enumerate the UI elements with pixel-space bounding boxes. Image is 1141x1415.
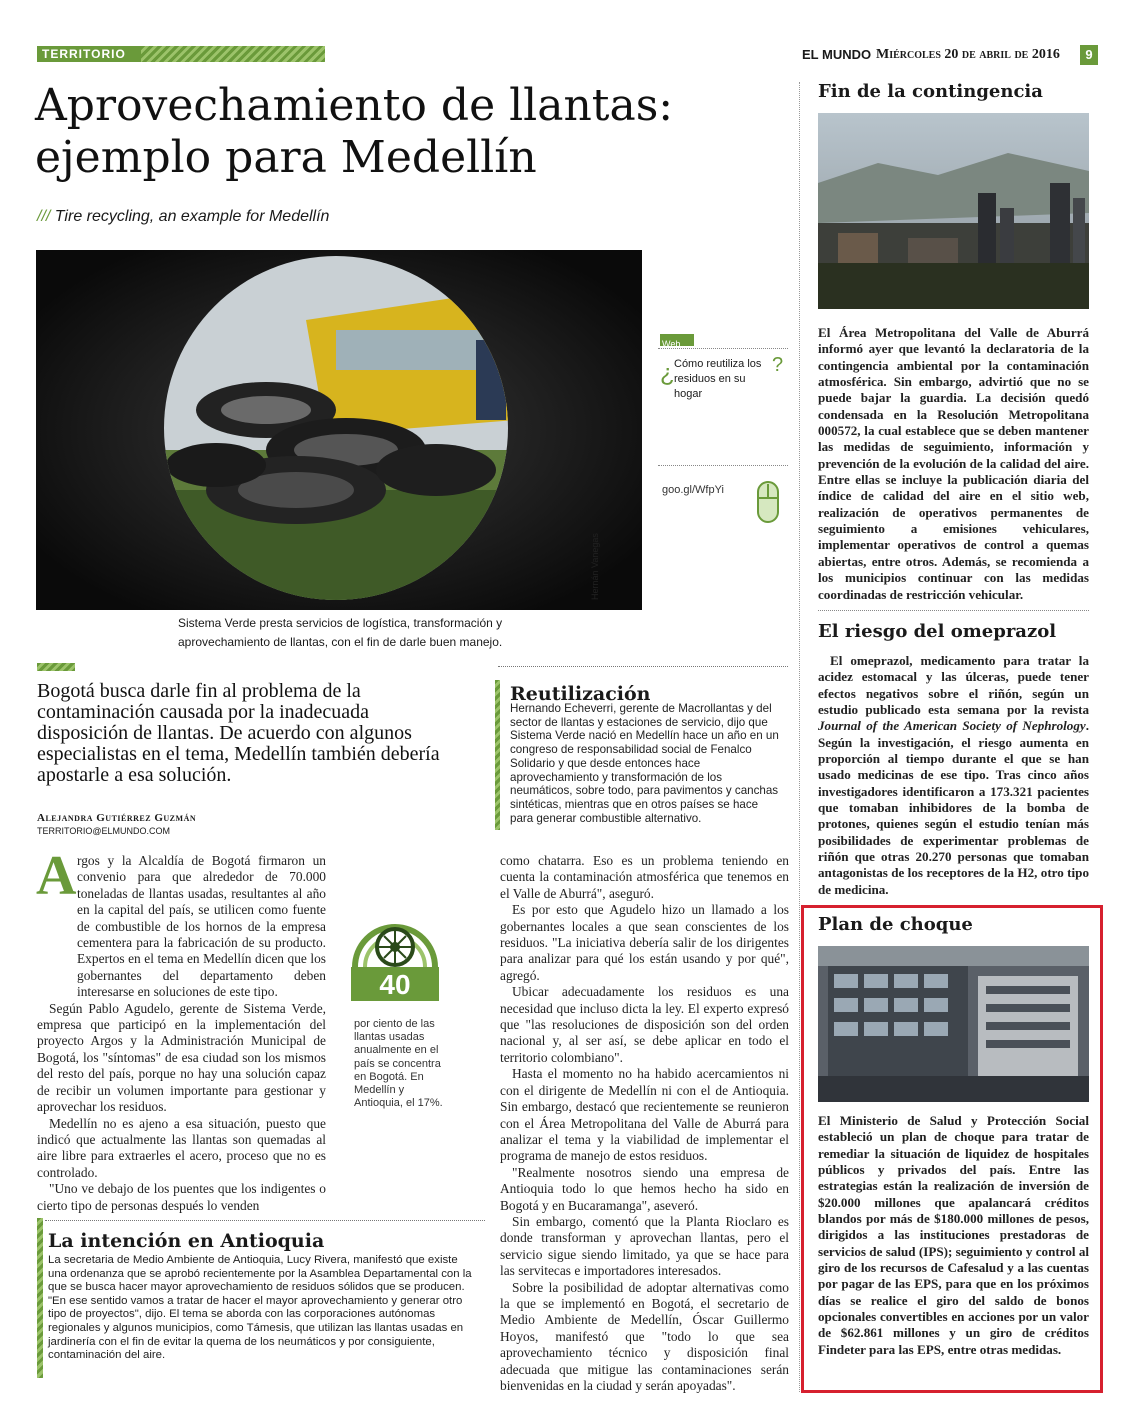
omeprazol-text bbox=[818, 653, 1089, 898]
page-number: 9 bbox=[1080, 45, 1098, 65]
main-photo bbox=[36, 250, 642, 610]
web-link[interactable]: goo.gl/WfpYi bbox=[662, 484, 724, 496]
right-divider-1 bbox=[818, 610, 1089, 611]
reuse-divider bbox=[498, 666, 788, 667]
plan-text: El Ministerio de Salud y Protección Social estableció un plan de choque para tratar de remediar la situación de liquidez de hospitales públicos y privados del país. Entre las estrategias están la realización de inversión de $20.000 millones que apalancará créditos blandos por más de $180.000 millones de pesos, dirigidos a las instituciones prestadoras de servicios de salud (IPS); seguimiento y control al giro de los recursos de Cafesalud y a las cuentas por pagar de las EPS, para que en los próximos días se realice el giro del saldo de bonos opcionales convertibles en acciones por un valor de $62.861 millones y un giro de créditos Findeter para las EPS, entre otras medidas. bbox=[818, 1113, 1089, 1357]
paper-name: EL MUNDO bbox=[802, 47, 872, 62]
reuse-marker bbox=[495, 680, 500, 830]
author-email: TERRITORIO@ELMUNDO.COM bbox=[37, 826, 170, 836]
author-name: Alejandra Gutiérrez Guzmán bbox=[37, 812, 197, 824]
plan-title: Plan de choque bbox=[818, 914, 973, 935]
dropcap: A bbox=[36, 845, 77, 907]
col2-paragraph-4: Hasta el momento no ha habido acercamientos ni con el dirigente de Medellín ni con el de Antioquia. Sin embargo, destacó que recientemente se reunieron con el Área Metropolitana del Valle de Aburrá para analizar el tema y la viabilidad de implementar el programa de manejo de estos residuos. bbox=[500, 1066, 789, 1164]
paragraph-2: Según Pablo Agudelo, gerente de Sistema Verde, empresa que participó en la implementación del proyecto Argos y la Administración Municipal de Bogotá, los "síntomas" de esa ciudad son los mismos del resto del país, porque no hay una solución capaz de recibir un volumen importante para gestionar y aprovechar los residuos. bbox=[37, 1000, 326, 1115]
city-photo bbox=[818, 113, 1089, 309]
contingencia-title: Fin de la contingencia bbox=[818, 81, 1043, 102]
web-question: Cómo reutiliza los residuos en su hogar bbox=[674, 358, 762, 400]
antioquia-paragraph-1: La secretaria de Medio Ambiente de Antioquia, Lucy Rivera, manifestó que existe una ordenanza que se aprobó recientemente por la Asamblea Departamental con la que se busca hacer mayor aprovechamiento de residuos sólidos que se producen. bbox=[48, 1254, 472, 1294]
col2-paragraph-3: Ubicar adecuadamente los residuos es una necesidad que incluso dicta la ley. El experto expresó que "las resoluciones de disposición son del orden nacional y, al ser así, se debe aplicar en todo el territorio colombiano". bbox=[500, 984, 789, 1065]
col2-paragraph-5: "Realmente nosotros siendo una empresa de Antioquia todo lo que hemos hecho ha sido en Bogotá y en Bucaramanga", aseveró. bbox=[500, 1164, 789, 1213]
body-column-2 bbox=[500, 853, 789, 1394]
reuse-title: Reutilización bbox=[510, 683, 651, 705]
antioquia-text bbox=[48, 1254, 478, 1363]
headline-line-2: ejemplo para Medellín bbox=[35, 132, 537, 183]
omeprazol-text-b: . Según la investigación, el riesgo aumenta en proporción al tiempo durante el que se han usado medicinas de ese tipo. Tras cinco años investigadores identificaron a 173.321 pacientes que tomaban inhibidores de la bomba de protones, quienes según el estudio tenían más posibilidades de experimentar problemas de riñón que otras 20.270 personas que tomaban antagonistas de los receptores de la H2, otro tipo de medicina. bbox=[818, 718, 1089, 897]
omeprazol-title: El riesgo del omeprazol bbox=[818, 621, 1057, 642]
tire-view-illustration bbox=[36, 250, 642, 610]
antioquia-paragraph-2: "En ese sentido vamos a tratar de hacer el mayor aprovechamiento y generar otro tipo de proyectos", dijo. El tema se aborda con las corporaciones autónomas regionales y algunos municipios, como Támesis, que utilizan las llantas usadas en jardinería con el fin de evitar la quema de los neumáticos y por consiguiente, contaminación del aire. bbox=[48, 1294, 464, 1362]
contingencia-text: El Área Metropolitana del Valle de Aburrá informó ayer que levantó la declaratoria de la contingencia ambiental por la contaminación atmosférica. Sin embargo, advirtió que no se puede bajar la guardia. La decisión quedó condensada en la Resolución Metropolitana 000572, la cual establece que se deben mantener las medidas de seguimiento, información y prevención de la evolución de la calidad del aire. Entre ellas se incluye la publicación diaria del índice de calidad del aire en el sitio web, realización de operativos permanentes de seguimiento a emisiones vehiculares, implementar operativos de control a quemas abiertas, entre otros. Además, se recomienda a los municipios continuar con las medidas coordinadas de restricción vehicular. bbox=[818, 325, 1089, 602]
question-close-icon: ? bbox=[772, 354, 784, 376]
body-column-1 bbox=[37, 853, 326, 1214]
photo-caption bbox=[178, 614, 502, 652]
right-column-divider bbox=[799, 82, 800, 1392]
caption-line-2: aprovechamiento de llantas, con el fin de darle buen manejo. bbox=[178, 635, 503, 649]
paragraph-3: Medellín no es ajeno a esa situación, puesto que indicó que actualmente las llantas son quemadas al aire libre para extraerles el acero, proceso que no es controlado. bbox=[37, 1115, 326, 1180]
headline bbox=[35, 80, 795, 184]
section-label: TERRITORIO bbox=[42, 47, 126, 61]
col2-paragraph-7: Sobre la posibilidad de adoptar alternativas como la que se implementó en Bogotá, el secretario de Medio Ambiente de Medellín, Óscar Guillermo Hoyos, manifestó que "todo lo que sea aprovechamiento técnico y disposición final adecuada que mitigue las contaminaciones serán bienvenidas en la ciudad y serán apoyadas". bbox=[500, 1279, 789, 1393]
mouse-icon bbox=[756, 480, 780, 524]
web-tag-label: Web bbox=[662, 339, 681, 346]
col2-paragraph-1: como chatarra. Eso es un problema teniendo en cuenta la contaminación atmosférica que tenemos en el Valle de Aburrá", aseguró. bbox=[500, 853, 789, 901]
omeprazol-text-a: El omeprazol, medicamento para tratar la acidez estomacal y las úlceras, puede tener efectos negativos sobre el riñón, según un estudio publicado esta semana por la revista bbox=[818, 653, 1089, 718]
stat-number: 40 bbox=[379, 969, 411, 1000]
antioquia-marker-bar bbox=[37, 1218, 43, 1378]
subtitle-text: Tire recycling, an example for Medellín bbox=[54, 208, 330, 225]
stat-text: por ciento de las llantas usadas anualmente en el país se concentra en Bogotá. En Medellín y Antioquia, el 17%. bbox=[354, 1018, 443, 1110]
antioquia-title: La intención en Antioquia bbox=[48, 1230, 325, 1252]
paragraph-1: rgos y la Alcaldía de Bogotá firmaron un convenio para que alrededor de 70.000 toneladas de llantas usadas, resultantes al año en la capital del país, se utilicen como fuente de combustible de los hornos de la empresa cementera para la fabricación de su producto. Expertos en el tema en Medellín dicen que los gobernantes del departamento deben interesarse en soluciones de este tipo. bbox=[77, 853, 326, 1000]
web-divider-top bbox=[658, 348, 788, 349]
subtitle-slashes: /// bbox=[37, 208, 51, 225]
antioquia-divider bbox=[45, 1220, 485, 1221]
photo-credit: Hernán Vanegas bbox=[590, 533, 600, 600]
headline-line-1: Aprovechamiento de llantas: bbox=[35, 80, 674, 131]
lead-marker bbox=[37, 663, 75, 671]
col2-paragraph-6: Sin embargo, comentó que la Planta Rioclaro es donde transforman y aprovechan llantas, pero el servicio sigue siendo limitado, ya que se hace para las servitecas e importadores interesados. bbox=[500, 1213, 789, 1279]
reuse-text: Hernando Echeverri, gerente de Macrollantas y del sector de llantas y estaciones de servicio, dijo que Sistema Verde nació en Medellín hace un año en un congreso de responsabilidad social de Fenalco Solidario y que desde entonces hace aprovechamiento y transformación de los neumáticos, sobre todo, para pavimentos y canchas sintéticas, mientras que en otros países se hace para generar combustible alternativo. bbox=[510, 702, 779, 825]
section-stripe bbox=[141, 46, 325, 62]
hospital-photo bbox=[818, 946, 1089, 1102]
lead-paragraph: Bogotá busca darle fin al problema de la contaminación causada por la inadecuada disposición de llantas. De acuerdo con algunos especialistas en el tema, Medellín también debería apostarle a esa solución. bbox=[37, 680, 440, 786]
journal-name: Journal of the American Society of Nephrology bbox=[818, 718, 1086, 734]
web-divider-bottom bbox=[658, 465, 788, 466]
col2-paragraph-2: Es por esto que Agudelo hizo un llamado a los gobernantes locales a que sean conscientes de los residuos. "La iniciativa debería salir de los dirigentes para analizar para qué los están usando y por qué", agregó. bbox=[500, 902, 789, 983]
question-open-icon: ¿ bbox=[660, 360, 675, 387]
paragraph-4: "Uno ve debajo de los puentes que los indigentes o cierto tipo de personas después lo venden bbox=[37, 1181, 326, 1213]
subtitle bbox=[37, 208, 329, 226]
caption-line-1: Sistema Verde presta servicios de logística, transformación y bbox=[178, 616, 503, 630]
issue-date: Miércoles 20 de abril de 2016 bbox=[876, 47, 1060, 62]
web-tag bbox=[660, 334, 694, 346]
